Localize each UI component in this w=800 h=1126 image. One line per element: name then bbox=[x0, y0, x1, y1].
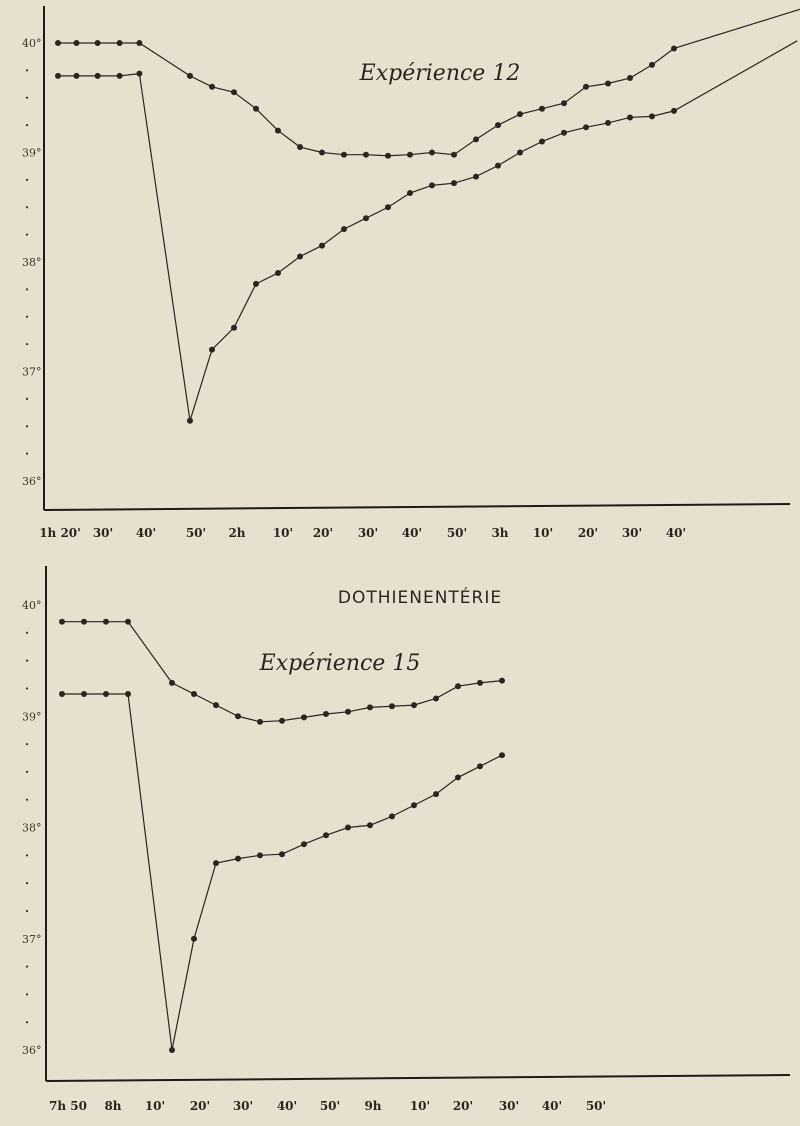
data-point bbox=[411, 702, 417, 708]
y-minor-tick bbox=[26, 234, 28, 236]
x-tick-label: 30' bbox=[232, 1099, 254, 1113]
y-minor-tick bbox=[26, 453, 28, 455]
data-point bbox=[429, 182, 435, 188]
data-point bbox=[539, 139, 545, 145]
data-point bbox=[455, 683, 461, 689]
data-point bbox=[649, 113, 655, 119]
y-minor-tick bbox=[26, 206, 28, 208]
data-point bbox=[103, 691, 109, 697]
y-tick-label: 38° bbox=[22, 256, 42, 269]
data-point bbox=[411, 802, 417, 808]
x-tick-label: 50' bbox=[585, 1099, 607, 1113]
data-point bbox=[407, 152, 413, 158]
x-tick-label: 10' bbox=[272, 526, 294, 540]
data-point bbox=[583, 124, 589, 130]
y-minor-tick bbox=[26, 97, 28, 99]
data-point bbox=[429, 150, 435, 156]
data-point bbox=[235, 713, 241, 719]
x-tick-label: 40' bbox=[665, 526, 687, 540]
data-point bbox=[367, 704, 373, 710]
x-tick-label: 20' bbox=[577, 526, 599, 540]
data-point bbox=[345, 825, 351, 831]
data-point bbox=[191, 691, 197, 697]
data-point bbox=[253, 106, 259, 112]
x-tick-label: 40' bbox=[541, 1099, 563, 1113]
data-point bbox=[59, 691, 65, 697]
y-minor-tick bbox=[26, 425, 28, 427]
data-point bbox=[649, 62, 655, 68]
data-point bbox=[209, 347, 215, 353]
data-point bbox=[319, 150, 325, 156]
y-minor-tick bbox=[26, 799, 28, 801]
y-tick-label: 40° bbox=[22, 599, 42, 612]
data-point bbox=[187, 73, 193, 79]
data-point bbox=[117, 40, 123, 46]
x-tick-label: 7h 50 bbox=[49, 1099, 87, 1113]
x-tick-label: 20' bbox=[452, 1099, 474, 1113]
y-minor-tick bbox=[26, 343, 28, 345]
data-point bbox=[477, 680, 483, 686]
chart-title: Expérience 12 bbox=[359, 61, 521, 86]
data-point bbox=[517, 150, 523, 156]
data-point bbox=[213, 860, 219, 866]
y-minor-tick bbox=[26, 965, 28, 967]
data-point bbox=[95, 40, 101, 46]
data-point bbox=[257, 719, 263, 725]
data-point bbox=[73, 73, 79, 79]
data-point bbox=[117, 73, 123, 79]
y-tick-label: 39° bbox=[22, 710, 42, 724]
data-point bbox=[301, 841, 307, 847]
y-minor-tick bbox=[26, 993, 28, 995]
x-tick-label: 1h 20' bbox=[39, 526, 81, 540]
data-point bbox=[169, 680, 175, 686]
y-minor-tick bbox=[26, 124, 28, 126]
data-point bbox=[341, 152, 347, 158]
y-minor-tick bbox=[26, 69, 28, 71]
y-minor-tick bbox=[26, 854, 28, 856]
data-point bbox=[125, 691, 131, 697]
data-point bbox=[213, 702, 219, 708]
y-minor-tick bbox=[26, 882, 28, 884]
data-point bbox=[477, 763, 483, 769]
data-point bbox=[671, 45, 677, 51]
y-tick-label: 38° bbox=[22, 821, 42, 835]
data-point bbox=[81, 691, 87, 697]
x-tick-label: 2h bbox=[228, 526, 246, 540]
data-point bbox=[191, 936, 197, 942]
data-point bbox=[279, 718, 285, 724]
x-tick-label: 30' bbox=[92, 526, 114, 540]
data-point bbox=[451, 180, 457, 186]
y-minor-tick bbox=[26, 1021, 28, 1023]
data-point bbox=[363, 215, 369, 221]
data-point bbox=[257, 852, 263, 858]
data-point bbox=[605, 120, 611, 126]
data-point bbox=[363, 152, 369, 158]
data-point bbox=[385, 204, 391, 210]
data-point bbox=[451, 152, 457, 158]
data-point bbox=[136, 40, 142, 46]
data-point bbox=[433, 695, 439, 701]
x-tick-label: 40' bbox=[135, 526, 157, 540]
series-line-2 bbox=[62, 694, 502, 1050]
x-tick-label: 30' bbox=[498, 1099, 520, 1113]
y-minor-tick bbox=[26, 771, 28, 773]
data-point bbox=[407, 190, 413, 196]
data-point bbox=[55, 40, 61, 46]
data-point bbox=[231, 325, 237, 331]
data-point bbox=[605, 81, 611, 87]
data-point bbox=[433, 791, 439, 797]
data-point bbox=[627, 114, 633, 120]
x-tick-label: 30' bbox=[357, 526, 379, 540]
data-point bbox=[73, 40, 79, 46]
data-point bbox=[389, 703, 395, 709]
data-point bbox=[103, 619, 109, 625]
series-line-2 bbox=[58, 41, 797, 421]
x-tick-label: 40' bbox=[276, 1099, 298, 1113]
y-minor-tick bbox=[26, 743, 28, 745]
y-minor-tick bbox=[26, 398, 28, 400]
data-point bbox=[583, 84, 589, 90]
data-point bbox=[297, 254, 303, 260]
x-tick-label: 20' bbox=[189, 1099, 211, 1113]
x-axis bbox=[44, 504, 790, 510]
data-point bbox=[561, 100, 567, 106]
data-point bbox=[253, 281, 259, 287]
x-tick-label: 50' bbox=[446, 526, 468, 540]
y-tick-label: 37° bbox=[22, 365, 42, 379]
x-tick-label: 3h bbox=[491, 526, 509, 540]
x-tick-label: 10' bbox=[144, 1099, 166, 1113]
y-minor-tick bbox=[26, 288, 28, 290]
data-point bbox=[517, 111, 523, 117]
data-point bbox=[275, 128, 281, 134]
data-point bbox=[455, 774, 461, 780]
x-tick-label: 10' bbox=[532, 526, 554, 540]
data-point bbox=[209, 84, 215, 90]
data-point bbox=[136, 71, 142, 77]
data-point bbox=[323, 832, 329, 838]
data-point bbox=[341, 226, 347, 232]
data-point bbox=[539, 106, 545, 112]
data-point bbox=[627, 75, 633, 81]
data-point bbox=[59, 619, 65, 625]
chart-subtitle: DOTHIENENTÉRIE bbox=[337, 588, 503, 608]
data-point bbox=[473, 136, 479, 142]
data-point bbox=[319, 243, 325, 249]
data-point bbox=[367, 822, 373, 828]
data-point bbox=[495, 163, 501, 169]
x-tick-label: 50' bbox=[319, 1099, 341, 1113]
y-tick-label: 36° bbox=[22, 1044, 42, 1057]
x-axis bbox=[46, 1075, 790, 1081]
data-point bbox=[81, 619, 87, 625]
x-tick-label: 30' bbox=[621, 526, 643, 540]
y-tick-label: 36° bbox=[22, 475, 42, 488]
y-tick-label: 39° bbox=[22, 146, 42, 160]
x-tick-label: 50' bbox=[185, 526, 207, 540]
data-point bbox=[495, 122, 501, 128]
data-point bbox=[297, 144, 303, 150]
y-minor-tick bbox=[26, 316, 28, 318]
y-tick-label: 37° bbox=[22, 932, 42, 946]
data-point bbox=[473, 174, 479, 180]
y-minor-tick bbox=[26, 660, 28, 662]
data-point bbox=[389, 813, 395, 819]
data-point bbox=[235, 856, 241, 862]
data-point bbox=[671, 108, 677, 114]
x-tick-label: 40' bbox=[401, 526, 423, 540]
chart-title: Expérience 15 bbox=[259, 651, 421, 676]
data-point bbox=[231, 89, 237, 95]
y-minor-tick bbox=[26, 632, 28, 634]
data-point bbox=[95, 73, 101, 79]
y-minor-tick bbox=[26, 910, 28, 912]
data-point bbox=[385, 153, 391, 159]
data-point bbox=[301, 714, 307, 720]
data-point bbox=[169, 1047, 175, 1053]
data-point bbox=[499, 678, 505, 684]
data-point bbox=[125, 619, 131, 625]
data-point bbox=[187, 418, 193, 424]
data-point bbox=[345, 709, 351, 715]
x-tick-label: 20' bbox=[312, 526, 334, 540]
y-minor-tick bbox=[26, 687, 28, 689]
x-tick-label: 9h bbox=[364, 1099, 382, 1113]
data-point bbox=[55, 73, 61, 79]
data-point bbox=[275, 270, 281, 276]
data-point bbox=[323, 711, 329, 717]
x-tick-label: 10' bbox=[409, 1099, 431, 1113]
data-point bbox=[561, 130, 567, 136]
data-point bbox=[499, 752, 505, 758]
x-tick-label: 8h bbox=[104, 1099, 122, 1113]
y-minor-tick bbox=[26, 179, 28, 181]
y-tick-label: 40° bbox=[22, 37, 42, 50]
data-point bbox=[279, 851, 285, 857]
